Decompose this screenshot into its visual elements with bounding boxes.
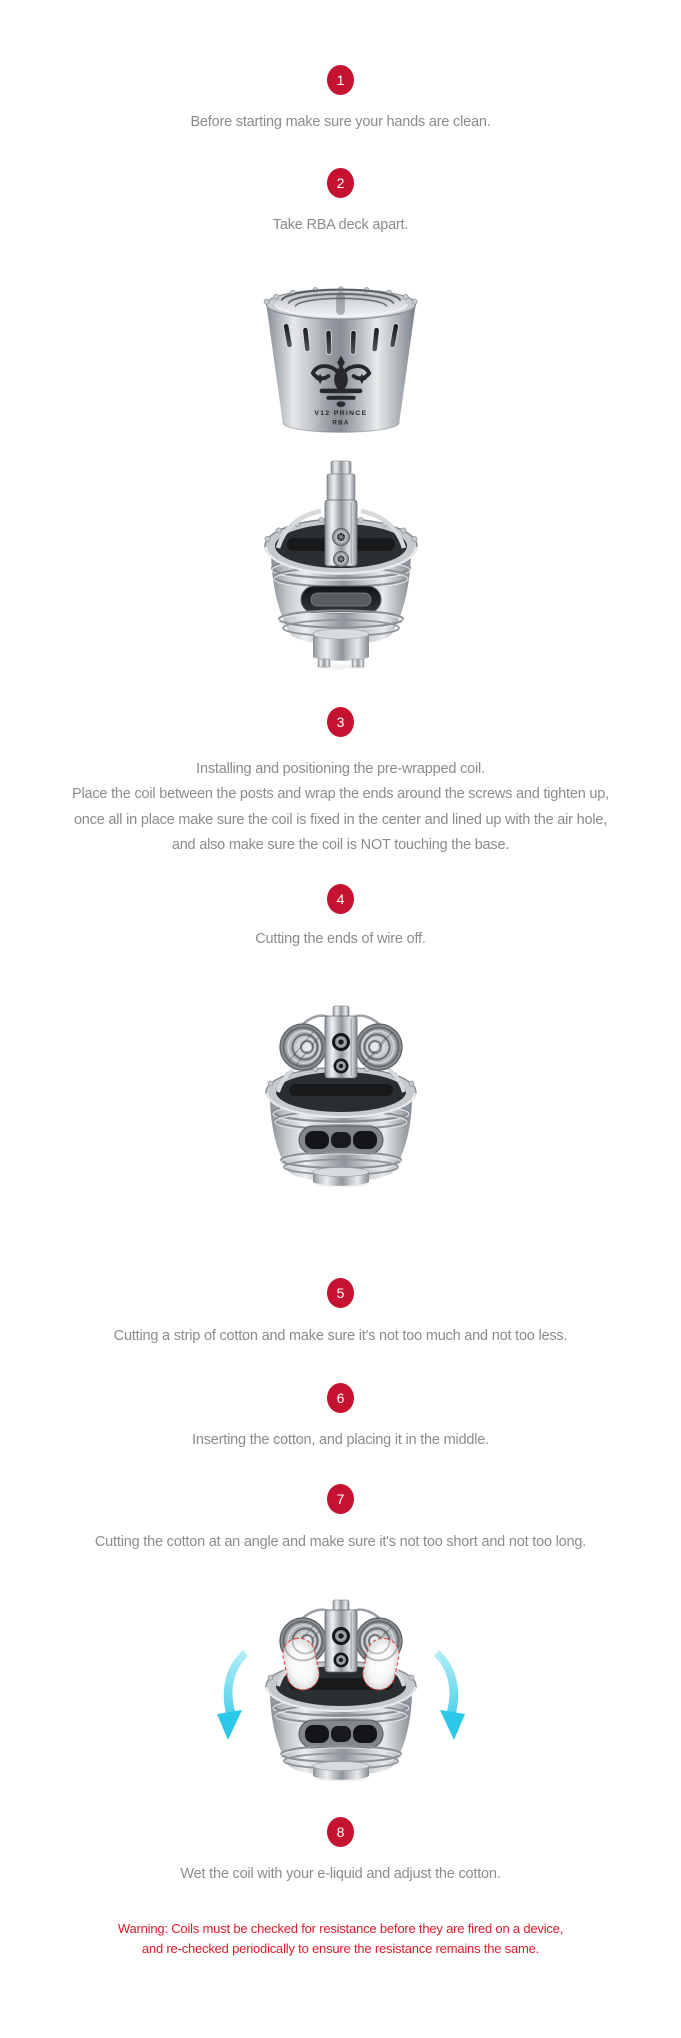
clamp-tab <box>331 461 351 474</box>
step-4-text: Cutting the ends of wire off. <box>255 931 426 947</box>
warning-line-1: Warning: Coils must be checked for resistance before they are fired on a device, <box>117 1921 564 1936</box>
coil-left <box>280 1024 326 1070</box>
rba-sleeve-image <box>258 278 423 448</box>
step-3-line-2: Place the coil between the posts and wrap the ends around the screws and tighten up, <box>72 786 609 803</box>
logo-text-line1: V12 PRINCE <box>313 409 368 417</box>
step-2-badge: 2 <box>327 168 354 198</box>
step-7-badge: 7 <box>327 1484 354 1514</box>
warning-line-2: and re-checked periodically to ensure the resistance remains the same. <box>141 1941 540 1956</box>
step-8-text: Wet the coil with your e-liquid and adjust the cotton. <box>180 1866 501 1882</box>
step-5-text: Cutting a strip of cotton and make sure it's not too much and not too less. <box>113 1328 568 1344</box>
step-2-text: Take RBA deck apart. <box>272 217 409 233</box>
down-arrow-left-icon <box>217 1650 248 1740</box>
step-3-line-4: and also make sure the coil is NOT touching the base. <box>171 837 510 854</box>
step-5-badge: 5 <box>327 1278 354 1308</box>
step-3-line-3: once all in place make sure the coil is fixed in the center and lined up with the air hole, <box>73 811 608 828</box>
step-3-text <box>0 757 681 859</box>
logo-text-line2: RBA <box>331 419 350 427</box>
coil-right <box>356 1024 402 1070</box>
step-3-line-1: Installing and positioning the pre-wrapped coil. <box>196 761 485 777</box>
step-7-text: Cutting the cotton at an angle and make sure it's not too short and not too long. <box>94 1534 587 1550</box>
down-arrow-right-icon <box>434 1650 465 1740</box>
step-3-badge: 3 <box>327 707 354 737</box>
step-1-text: Before starting make sure your hands are clean. <box>190 114 491 130</box>
rba-deck-image <box>261 458 421 675</box>
step-8-badge: 8 <box>327 1817 354 1847</box>
step-6-text: Inserting the cotton, and placing it in the middle. <box>192 1432 489 1448</box>
deck-with-coil-image <box>262 1004 420 1193</box>
deck-with-cotton-image <box>196 1598 486 1795</box>
step-4-badge: 4 <box>327 884 354 914</box>
step-1-badge: 1 <box>327 65 354 95</box>
warning-text <box>0 1919 681 1959</box>
step-6-badge: 6 <box>327 1383 354 1413</box>
